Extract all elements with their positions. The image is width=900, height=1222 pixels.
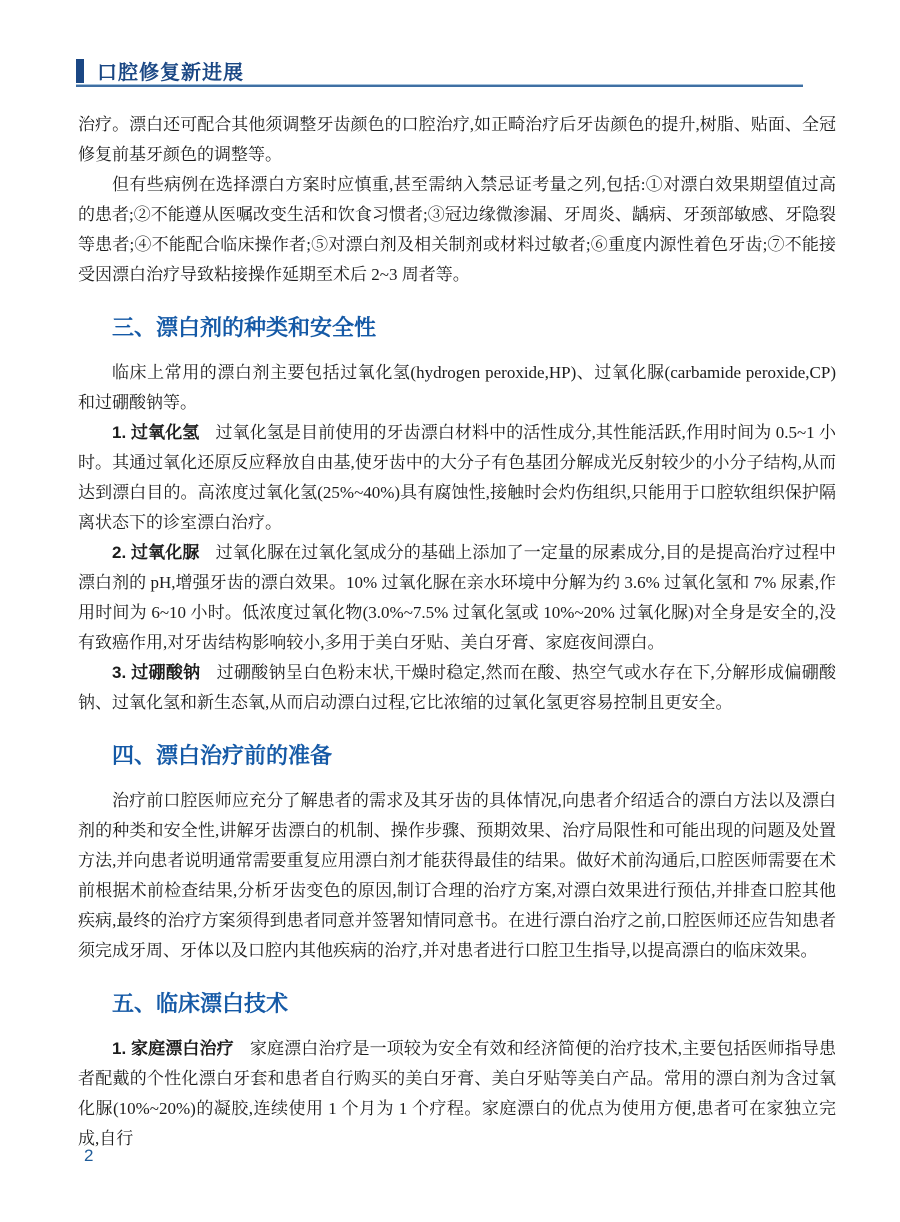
paragraph-hydrogen-peroxide: [78, 418, 836, 538]
paragraph-sodium-perborate: [78, 658, 836, 718]
section-heading-5: 五、临床漂白技术: [112, 991, 289, 1016]
paragraph-text: 过氧化脲在过氧化氢成分的基础上添加了一定量的尿素成分,目的是提高治疗过程中漂白剂的 pH,增强牙齿的漂白效果。10% 过氧化脲在亲水环境中分解为约 3.6% 过氧化氢和 7% 尿素,作用时间为 6~10 小时。低浓度过氧化物(3.0%~7.5% 过氧化氢或 10%~20% 过氧化脲)对全身是安全的,没有致癌作用,对牙齿结构影响较小,多用于美白牙贴、美白牙膏、家庭夜间漂白。: [78, 543, 837, 652]
paragraph-preparation: 治疗前口腔医师应充分了解患者的需求及其牙齿的具体情况,向患者介绍适合的漂白方法以及漂白剂的种类和安全性,讲解牙齿漂白的机制、操作步骤、预期效果、治疗局限性和可能出现的问题及处置方法,并向患者说明通常需要重复应用漂白剂才能获得最佳的结果。做好术前沟通后,口腔医师需要在术前根据术前检查结果,分析牙齿变色的原因,制订合理的治疗方案,对漂白效果进行预估,并排查口腔其他疾病,最终的治疗方案须得到患者同意并签署知情同意书。在进行漂白治疗之前,口腔医师还应告知患者须完成牙周、牙体以及口腔内其他疾病的治疗,并对患者进行口腔卫生指导,以提高漂白的临床效果。: [78, 791, 836, 960]
paragraph-text: 过氧化氢是目前使用的牙齿漂白材料中的活性成分,其性能活跃,作用时间为 0.5~1 小时。其通过氧化还原反应释放自由基,使牙齿中的大分子有色基团分解成光反射较少的小分子结构,从而达到漂白目的。高浓度过氧化氢(25%~40%)具有腐蚀性,接触时会灼伤组织,只能用于口腔软组织保护隔离状态下的诊室漂白治疗。: [78, 423, 836, 532]
paragraph-lead: 1. 家庭漂白治疗: [112, 1039, 234, 1058]
header-rule: [76, 84, 803, 87]
section-heading-4: 四、漂白治疗前的准备: [112, 743, 333, 768]
running-header: [76, 56, 244, 85]
book-title: 口腔修复新进展: [97, 62, 244, 84]
paragraph-lead: 2. 过氧化脲: [112, 543, 200, 562]
paragraph-lead: 3. 过硼酸钠: [112, 663, 201, 682]
page-content: [78, 110, 836, 1154]
page-number: 2: [84, 1146, 94, 1165]
paragraph-text: 过硼酸钠呈白色粉末状,干燥时稳定,然而在酸、热空气或水存在下,分解形成偏硼酸钠、过氧化氢和新生态氧,从而启动漂白过程,它比浓缩的过氧化氢更容易控制且更安全。: [78, 663, 837, 712]
paragraph-carbamide-peroxide: [78, 538, 836, 658]
paragraph-home-bleaching: [78, 1034, 836, 1154]
paragraph-continuation: 治疗。漂白还可配合其他须调整牙齿颜色的口腔治疗,如正畸治疗后牙齿颜色的提升,树脂、贴面、全冠修复前基牙颜色的调整等。: [78, 115, 836, 164]
section-heading-3: 三、漂白剂的种类和安全性: [112, 315, 377, 340]
paragraph-text: 家庭漂白治疗是一项较为安全有效和经济简便的治疗技术,主要包括医师指导患者配戴的个性化漂白牙套和患者自行购买的美白牙膏、美白牙贴等美白产品。常用的漂白剂为含过氧化脲(10%~20%)的凝胶,连续使用 1 个月为 1 个疗程。家庭漂白的优点为使用方便,患者可在家独立完成,自行: [78, 1039, 837, 1148]
header-bar-icon: [76, 59, 84, 83]
paragraph: 临床上常用的漂白剂主要包括过氧化氢(hydrogen peroxide,HP)、过氧化脲(carbamide peroxide,CP)和过硼酸钠等。: [78, 363, 836, 412]
paragraph-lead: 1. 过氧化氢: [112, 423, 200, 442]
paragraph-contraindications: 但有些病例在选择漂白方案时应慎重,甚至需纳入禁忌证考量之列,包括:①对漂白效果期望值过高的患者;②不能遵从医嘱改变生活和饮食习惯者;③冠边缘微渗漏、牙周炎、龋病、牙颈部敏感、牙隐裂等患者;④不能配合临床操作者;⑤对漂白剂及相关制剂或材料过敏者;⑥重度内源性着色牙齿;⑦不能接受因漂白治疗导致粘接操作延期至术后 2~3 周者等。: [78, 175, 836, 284]
